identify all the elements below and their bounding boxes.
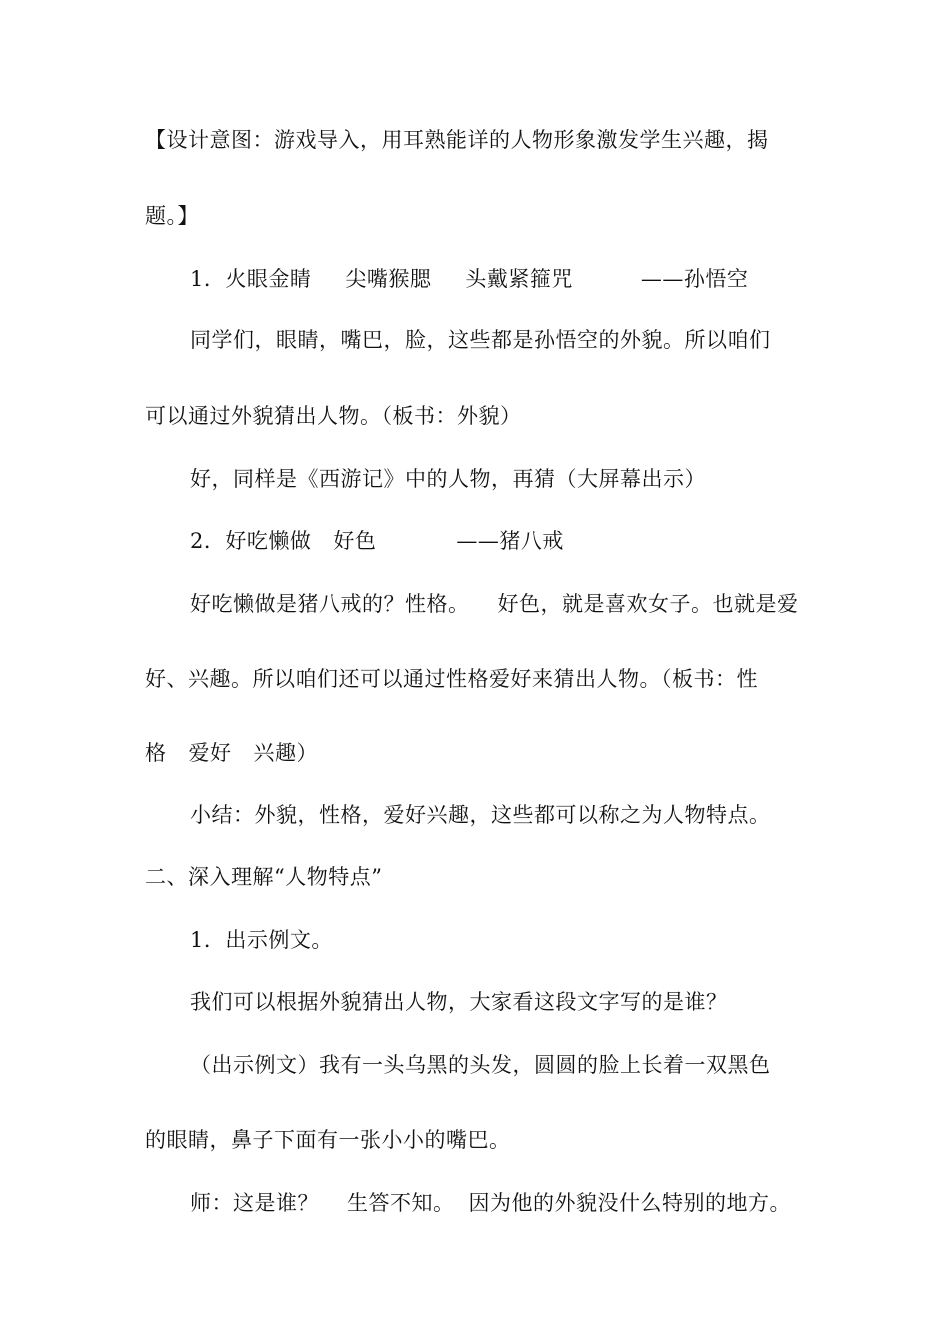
summary-line: 小结：外貌，性格，爱好兴趣，这些都可以称之为人物特点。 [190,803,771,827]
paragraph-personality-line-1 [190,589,860,619]
design-intent-line-2: 题。】 [145,204,199,228]
riddle-2-answer: ——猪八戒 [456,529,564,553]
paragraph-personality-line-3 [145,738,815,768]
paragraph-appearance-line-1: 同学们，眼睛，嘴巴，脸，这些都是孙悟空的外貌。所以咱们 [190,328,771,352]
design-intent-line-1: 【设计意图：游戏导入，用耳熟能详的人物形象激发学生兴趣，揭 [145,128,769,152]
example-text-line-2: 的眼睛，鼻子下面有一张小小的嘴巴。 [145,1128,511,1152]
paragraph-personality-line-2: 好、兴趣。所以咱们还可以通过性格爱好来猜出人物。（板书：性 [145,667,758,691]
example-intro-line: 我们可以根据外貌猜出人物，大家看这段文字写的是谁？ [190,990,728,1014]
personality-question: 好吃懒做是猪八戒的？性格。 [190,592,470,616]
board-word-hobby: 爱好 [188,741,232,765]
reason-text: 因为他的外貌没什么特别的地方。 [468,1191,791,1215]
student-answer: 生答不知。 [347,1191,455,1215]
board-word-interest: 兴趣） [253,741,318,765]
paragraph-appearance-line-2: 可以通过外貌猜出人物。（板书：外貌） [145,404,522,428]
dialogue-line [190,1188,860,1218]
riddle-2-clue-1: 2．好吃懒做 [190,529,312,553]
step-1-line: 1．出示例文。 [190,928,333,952]
riddle-1-clue-1: 1．火眼金睛 [190,267,312,291]
teacher-question: 师：这是谁？ [190,1191,319,1215]
riddle-1-clue-2: 尖嘴猴腮 [345,267,432,291]
riddle-2-clue-2: 好色 [333,529,377,553]
paragraph-next-riddle: 好，同样是《西游记》中的人物，再猜（大屏幕出示） [190,467,706,491]
example-text-line-1: （出示例文）我有一头乌黑的头发，圆圆的脸上长着一双黑色 [190,1053,771,1077]
personality-explanation: 好色，就是喜欢女子。也就是爱 [497,592,799,616]
section-heading-2: 二、深入理解“人物特点” [145,865,383,889]
riddle-1-clue-3: 头戴紧箍咒 [465,267,573,291]
board-word-personality: 格 [145,741,167,765]
riddle-1-answer: ——孙悟空 [640,267,749,291]
riddle-2-line [190,526,860,556]
riddle-1-line [190,264,860,294]
